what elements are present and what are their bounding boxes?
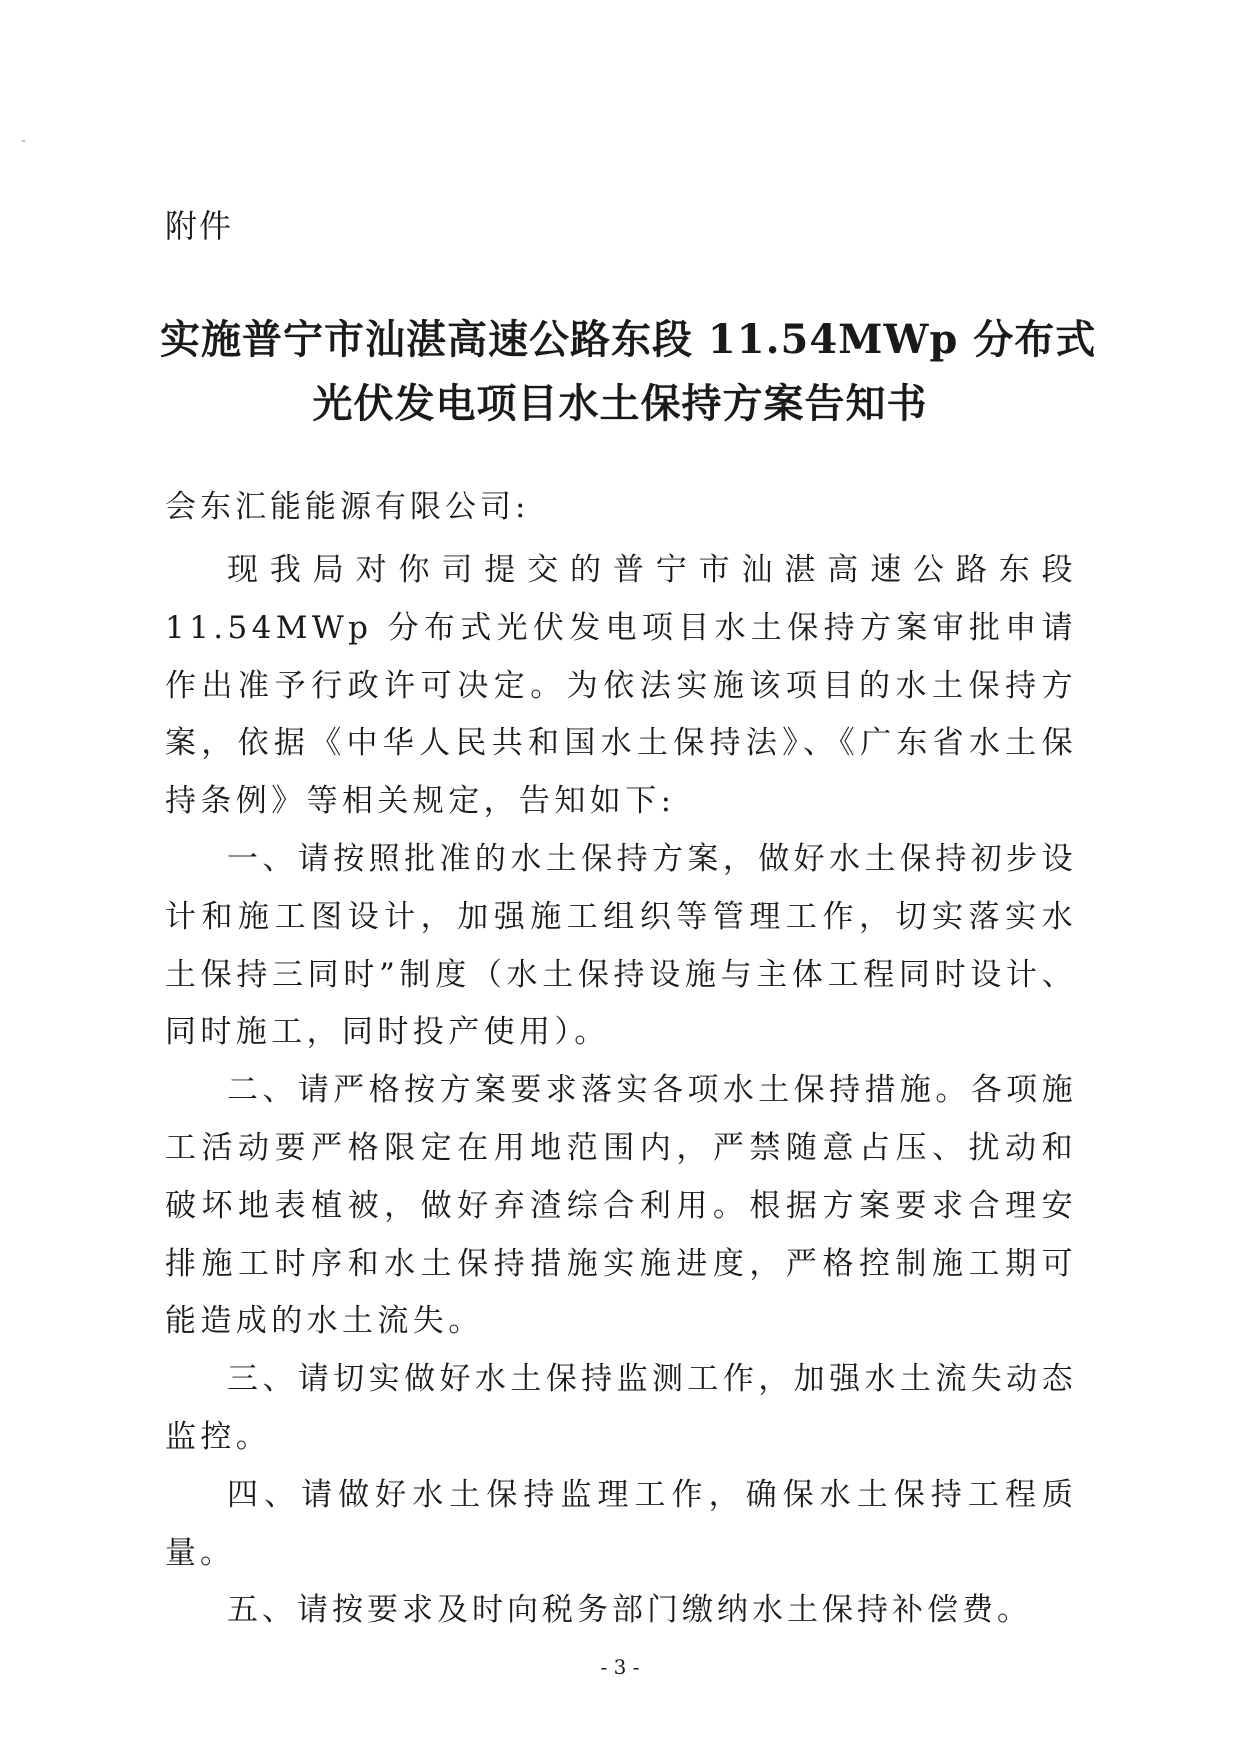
page-number: - 3 - [600, 1655, 640, 1679]
document-title [160, 308, 1097, 436]
paragraph-item-5: 五、请按要求及时向税务部门缴纳水土保持补偿费。 [227, 1592, 1032, 1629]
paragraph-item-4: 四、请做好水土保持监理工作，确保水土保持工程质量。 [165, 1476, 1077, 1571]
paragraph-item-3: 三、请切实做好水土保持监测工作，加强水土流失动态监控。 [165, 1361, 1077, 1455]
title-line-1: 实施普宁市汕湛高速公路东段 11.54MWp 分布式 [160, 316, 1097, 363]
attachment-label: 附件 [165, 207, 234, 245]
paragraph-intro: 现我局对你司提交的普宁市汕湛高速公路东段 11.54MWp 分布式光伏发电项目水土保持方案审批申请作出准予行政许可决定。为依法实施该项目的水土保持方案，依据《中华人民共和国水土保持法》、《广东省水土保持条例》等相关规定，告知如下: [165, 552, 1077, 820]
paragraph-item-1: 一、请按照批准的水土保持方案，做好水土保持初步设计和施工图设计，加强施工组织等管理工作，切实落实水土保持三同时”制度（水土保持设施与主体工程同时设计、同时施工，同时投产使用）。 [165, 840, 1077, 1051]
scan-artifact [22, 140, 25, 142]
title-line-2: 光伏发电项目水土保持方案告知书 [312, 380, 928, 427]
addressee: 会东汇能能源有限公司: [165, 489, 530, 525]
document-body [165, 542, 1077, 1640]
paragraph-item-2: 二、请严格按方案要求落实各项水土保持措施。各项施工活动要严格限定在用地范围内，严禁随意占压、扰动和破坏地表植被，做好弃渣综合利用。根据方案要求合理安排施工时序和水土保持措施实施进度，严格控制施工期可能造成的水土流失。 [165, 1072, 1077, 1340]
